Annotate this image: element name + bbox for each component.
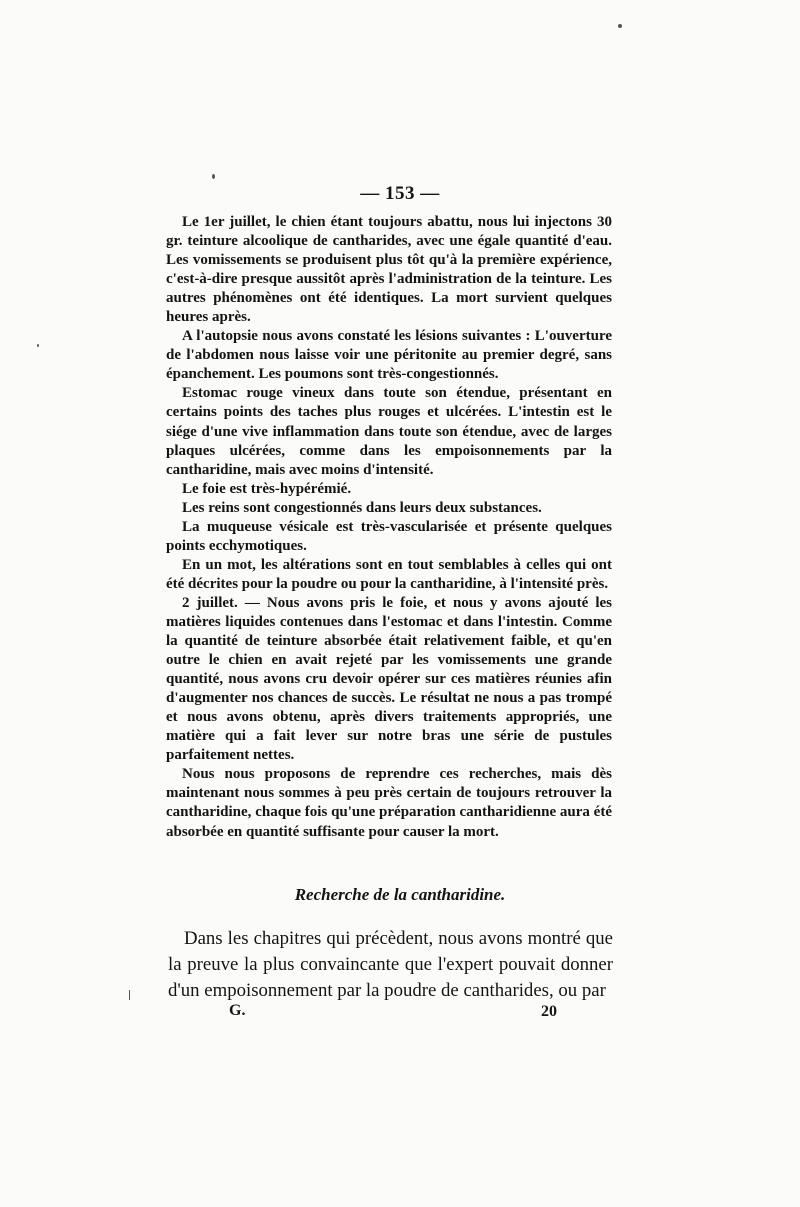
page-number: — 153 —: [360, 183, 440, 204]
paragraph: Les reins sont congestionnés dans leurs deux substances.: [182, 499, 542, 516]
paragraph: 2 juillet. — Nous avons pris le foie, et nous y avons ajouté les matières liquides contenues dans l'estomac et dans l'intestin. Comme la quantité de teinture absorbée était relativement faible, et qu'en outre le chien en avait rejeté par les vomissements une grande quantité, nous avons cru devoir opérer sur ces matières réunies afin d'augmenter nos chances de succès. Le résultat ne nous a pas trompé et nous avons obtenu, après divers traitements appropriés, une matière qui a fait lever sur notre bras une série de pustules parfaitement nettes.: [166, 594, 612, 764]
paragraph: La muqueuse vésicale est très-vascularisée et présente quelques points ecchymotiques.: [166, 518, 612, 554]
signature-mark: G.: [229, 1002, 246, 1019]
paragraph: Le foie est très-hypérémié.: [182, 480, 352, 497]
paragraph: Le 1er juillet, le chien étant toujours abattu, nous lui injectons 30 gr. teinture alcoolique de cantharides, avec une égale quantité d'eau. Les vomissements se produisent plus tôt qu'à la première expérience, c'est-à-dire presque aussitôt après l'administration de la teinture. Les autres phénomènes ont été identiques. La mort survient quelques heures après.: [166, 214, 612, 326]
paragraph: Dans les chapitres qui précèdent, nous avons montré que la preuve la plus convaincante que l'expert pouvait donner d'un empoisonnement par la poudre de cantharides, ou par: [168, 928, 613, 1001]
paragraph: A l'autopsie nous avons constaté les lésions suivantes : L'ouverture de l'abdomen nous laisse voir une péritonite au premier degré, sans épanchement. Les poumons sont très-congestionnés.: [166, 328, 612, 383]
section-text: [168, 926, 613, 1004]
sheet-number: 20: [541, 1003, 557, 1020]
body-text: [166, 213, 612, 842]
ink-speck: [129, 990, 130, 1000]
ink-speck: [212, 174, 215, 179]
ink-speck: [618, 24, 622, 28]
paragraph: En un mot, les altérations sont en tout semblables à celles qui ont été décrites pour la poudre ou pour la cantharidine, à l'intensité près.: [166, 556, 612, 592]
ink-speck: [37, 344, 39, 347]
paragraph: Nous nous proposons de reprendre ces recherches, mais dès maintenant nous sommes à peu près certain de toujours retrouver la cantharidine, chaque fois qu'une préparation cantharidienne aura été absorbée en quantité suffisante pour causer la mort.: [166, 766, 612, 840]
section-heading: Recherche de la cantharidine.: [294, 885, 506, 904]
paragraph: Estomac rouge vineux dans toute son étendue, présentant en certains points des taches plus rouges et ulcérées. L'intestin est le siége d'une vive inflammation dans toute son étendue, avec de larges plaques ulcérées, comme dans les empoisonnements par la cantharidine, mais avec moins d'intensité.: [166, 385, 612, 478]
